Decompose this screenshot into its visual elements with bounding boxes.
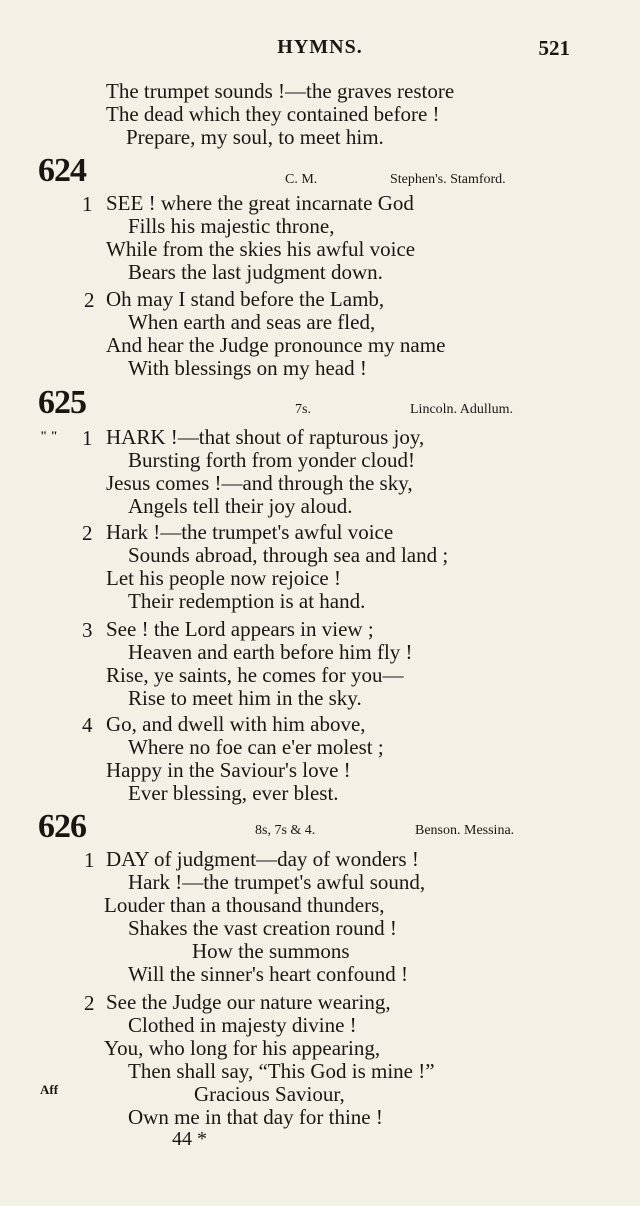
verse-line: Bursting forth from yonder cloud!: [128, 448, 415, 472]
verse-line: Oh may I stand before the Lamb,: [106, 287, 385, 311]
verse-line: How the summons: [192, 939, 350, 963]
signature-mark: 44 *: [172, 1128, 207, 1150]
carryover-line-3: Prepare, my soul, to meet him.: [126, 125, 384, 149]
verse-line: Own me in that day for thine !: [128, 1105, 383, 1129]
verse-line: Ever blessing, ever blest.: [128, 781, 339, 805]
verse-line: Then shall say, “This God is mine !”: [128, 1059, 435, 1083]
verse-number: 1: [82, 192, 93, 216]
margin-note-aff: Aff: [40, 1082, 59, 1097]
verse-line: Fills his majestic throne,: [128, 214, 335, 238]
verse-number: 2: [84, 991, 95, 1015]
verse-number: 4: [82, 713, 93, 737]
verse-line: When earth and seas are fled,: [128, 310, 376, 334]
verse-line: Bears the last judgment down.: [128, 260, 383, 284]
hymn-626-meter: 8s, 7s & 4.: [255, 823, 316, 838]
verse-line: Their redemption is at hand.: [128, 589, 366, 613]
hymn-624-tunes: Stephen's. Stamford.: [390, 172, 506, 187]
hymn-624-meter: C. M.: [285, 172, 318, 187]
verse-number: 1: [84, 848, 95, 872]
verse-number: 3: [82, 618, 93, 642]
verse-line: Heaven and earth before him fly !: [128, 640, 413, 664]
running-header-title: HYMNS.: [277, 36, 363, 58]
verse-line: Go, and dwell with him above,: [106, 712, 366, 736]
verse-line: Sounds abroad, through sea and land ;: [128, 543, 449, 567]
verse-line: Jesus comes !—and through the sky,: [106, 471, 413, 495]
verse-line: And hear the Judge pronounce my name: [106, 333, 446, 357]
verse-line: Angels tell their joy aloud.: [128, 494, 353, 518]
hymn-625-meter: 7s.: [295, 402, 311, 417]
verse-line: Gracious Saviour,: [194, 1082, 345, 1106]
verse-line: Hark !—the trumpet's awful sound,: [128, 870, 426, 894]
verse-line: Shakes the vast creation round !: [128, 916, 397, 940]
verse-line: HARK !—that shout of rapturous joy,: [106, 425, 425, 449]
verse-line: SEE ! where the great incarnate God: [106, 191, 414, 215]
hymn-626-tunes: Benson. Messina.: [415, 823, 515, 838]
hymn-number-625: 625: [38, 384, 86, 421]
margin-mark: " ": [40, 428, 58, 443]
verse-line: Rise, ye saints, he comes for you—: [106, 663, 404, 687]
carryover-line-2: The dead which they contained before !: [106, 102, 440, 126]
verse-line: While from the skies his awful voice: [106, 237, 416, 261]
verse-line: Louder than a thousand thunders,: [104, 893, 385, 917]
verse-line: Rise to meet him in the sky.: [128, 686, 362, 710]
verse-line: Let his people now rejoice !: [106, 566, 341, 590]
verse-line: Hark !—the trumpet's awful voice: [106, 520, 394, 544]
carryover-line-1: The trumpet sounds !—the graves restore: [106, 79, 455, 103]
hymn-number-626: 626: [38, 808, 86, 845]
verse-line: Clothed in majesty divine !: [128, 1013, 357, 1037]
hymn-number-624: 624: [38, 152, 86, 189]
verse-line: See ! the Lord appears in view ;: [106, 617, 374, 641]
verse-line: Happy in the Saviour's love !: [106, 758, 351, 782]
hymn-625-tunes: Lincoln. Adullum.: [410, 402, 514, 417]
verse-line: See the Judge our nature wearing,: [106, 990, 391, 1014]
verse-line: With blessings on my head !: [128, 356, 367, 380]
verse-number: 1: [82, 426, 93, 450]
verse-number: 2: [82, 521, 93, 545]
verse-line: You, who long for his appearing,: [104, 1036, 381, 1060]
verse-line: DAY of judgment—day of wonders !: [106, 847, 419, 871]
verse-number: 2: [84, 288, 95, 312]
verse-line: Will the sinner's heart confound !: [128, 962, 408, 986]
page-number: 521: [538, 36, 570, 60]
verse-line: Where no foe can e'er molest ;: [128, 735, 384, 759]
